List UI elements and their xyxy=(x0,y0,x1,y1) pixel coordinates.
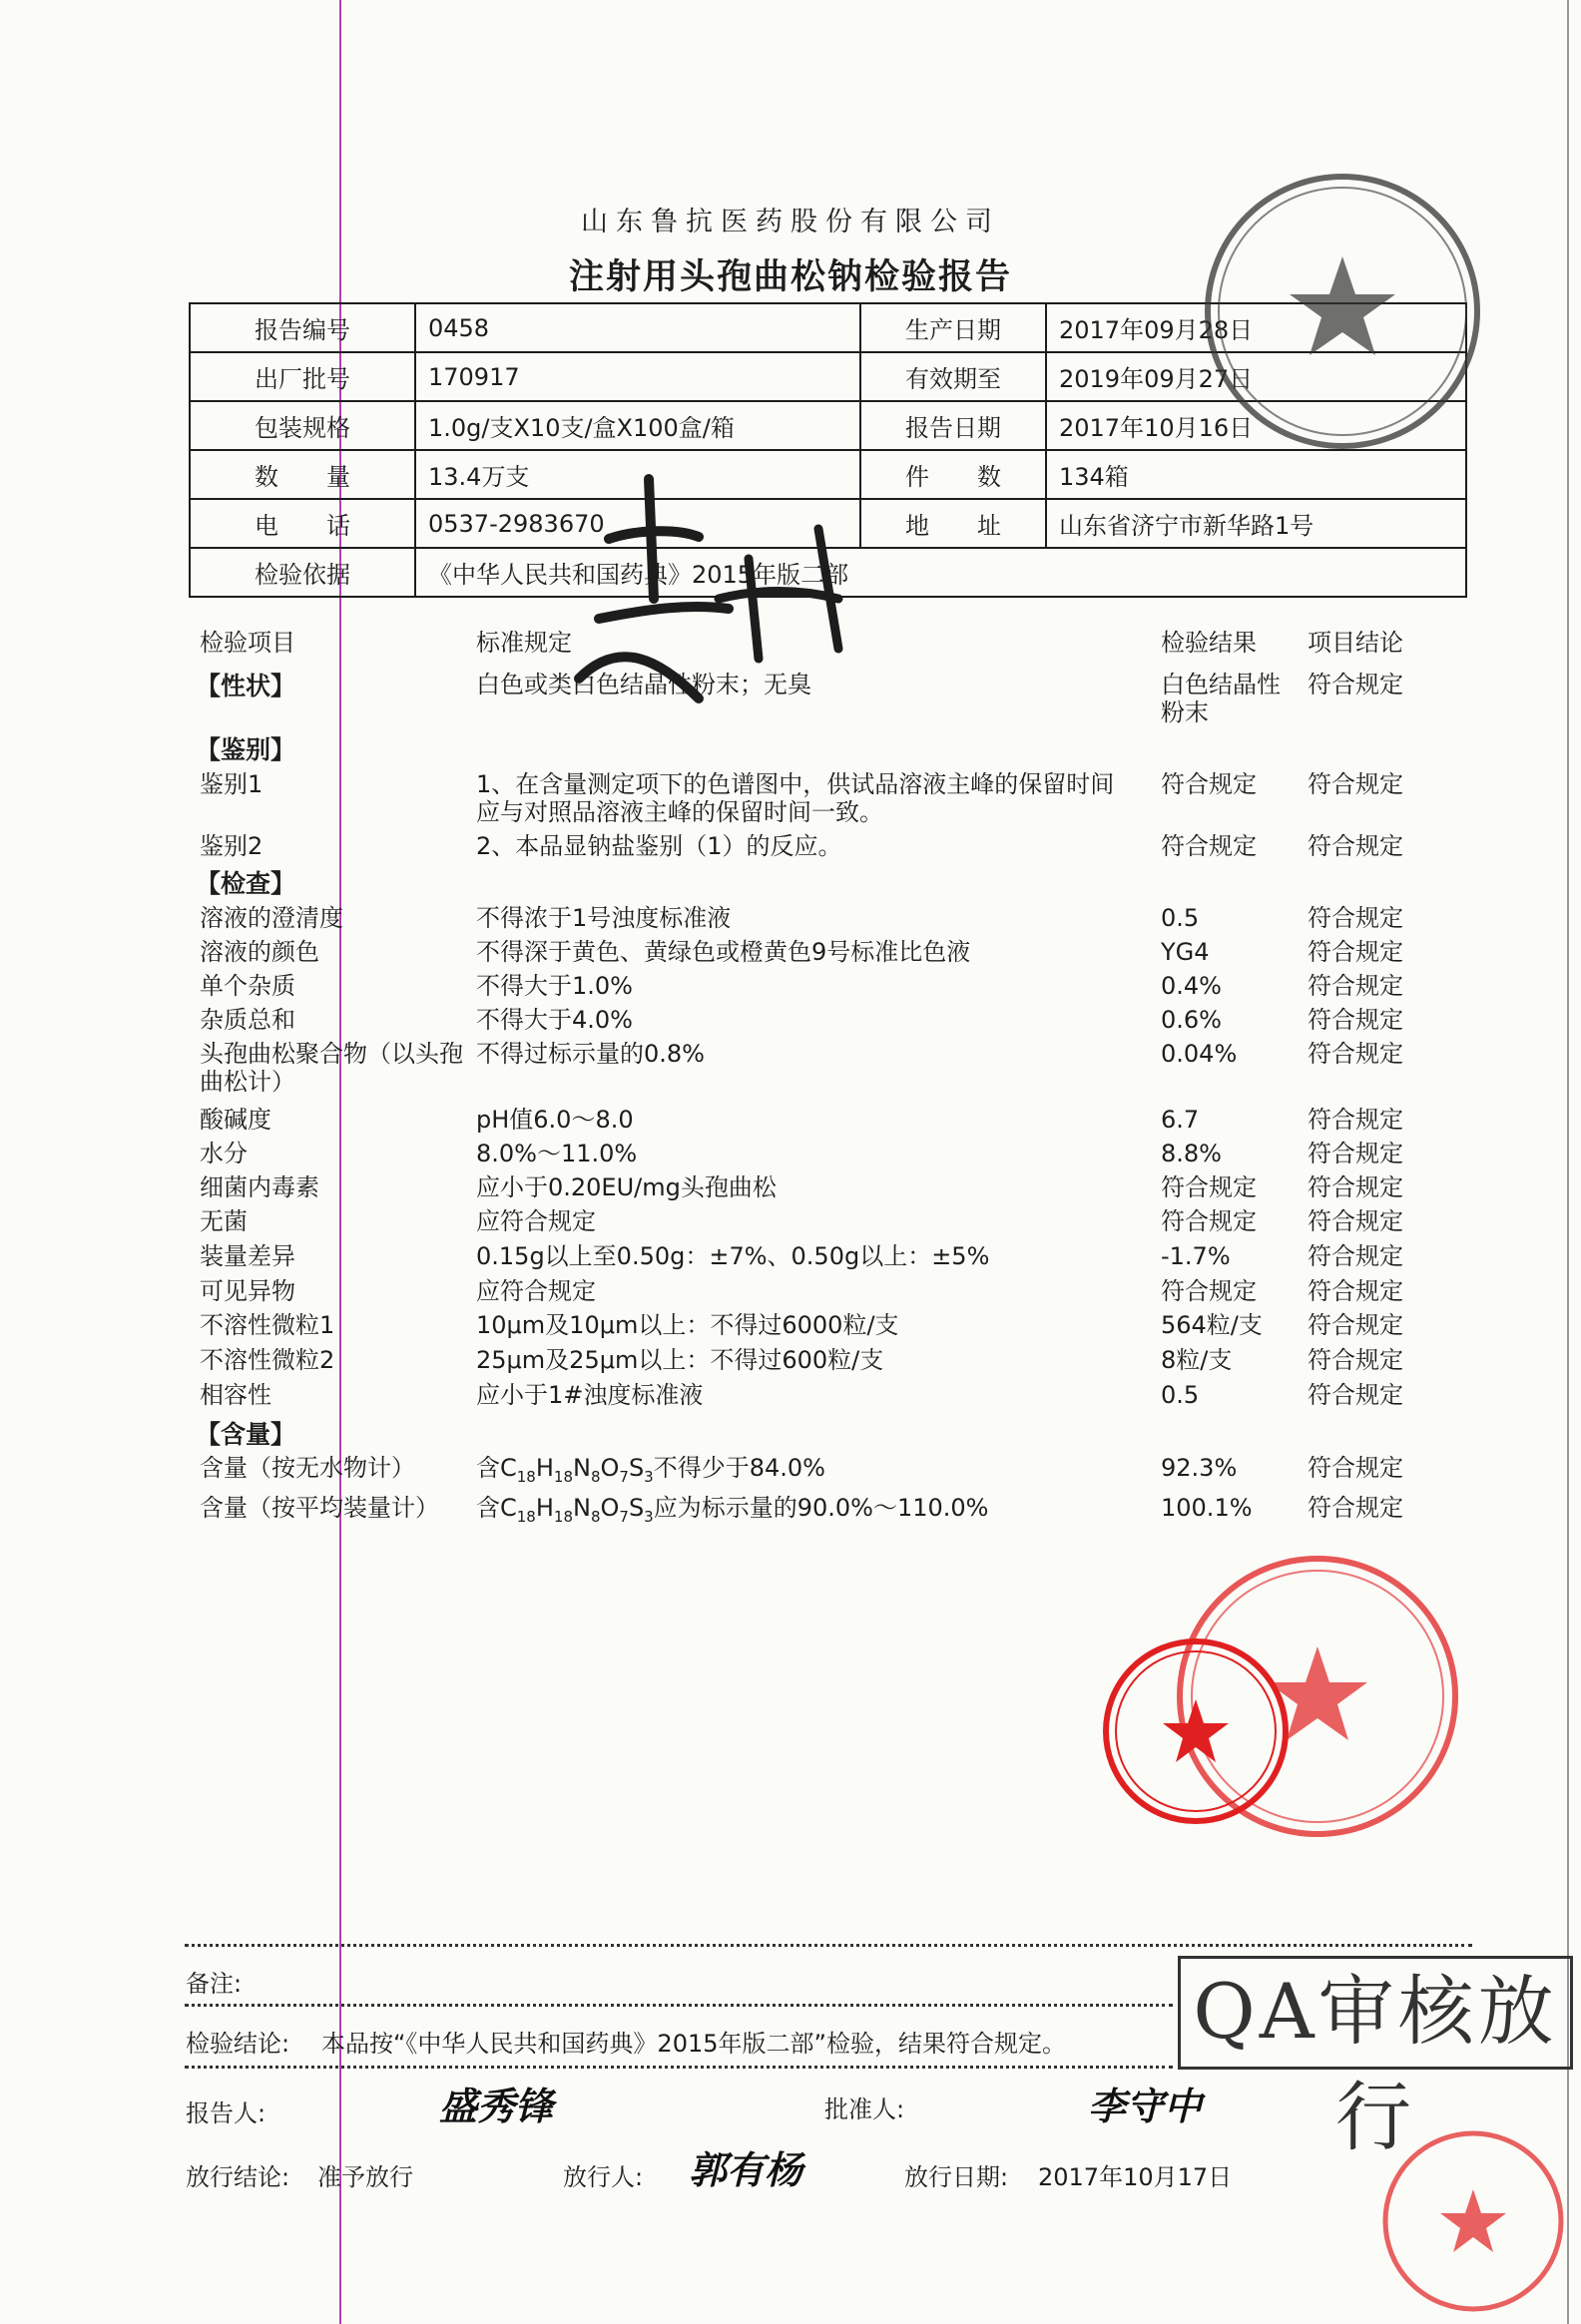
info-value: 0537-2983670 xyxy=(415,499,860,548)
info-label: 有效期至 xyxy=(860,352,1046,401)
info-label: 包装规格 xyxy=(190,401,415,450)
item-text: 含量（按平均装量计） xyxy=(200,1494,439,1522)
conclusion-text: 符合规定 xyxy=(1308,1311,1403,1339)
company-seal-stamp xyxy=(1193,162,1492,461)
section-assay: 【含量】 xyxy=(196,1420,296,1449)
standard-text: pH值6.0～8.0 xyxy=(476,1106,634,1134)
reporter-signature: 盛秀锋 xyxy=(439,2084,554,2128)
result-text: 0.6% xyxy=(1161,1006,1222,1034)
info-label: 件 数 xyxy=(860,450,1046,499)
result-text: 符合规定 xyxy=(1161,832,1257,860)
result-text: 符合规定 xyxy=(1161,1277,1257,1305)
std-prefix: 含 xyxy=(476,1454,500,1482)
item-text: 不溶性微粒1 xyxy=(200,1311,335,1339)
standard-text: 10μm及10μm以上：不得过6000粒/支 xyxy=(476,1311,899,1339)
info-label: 地 址 xyxy=(860,499,1046,548)
item-text: 酸碱度 xyxy=(200,1106,271,1134)
item-text: 杂质总和 xyxy=(200,1006,295,1034)
formula: $C_{18}H_{18}N_8O_7S_3$ xyxy=(500,1494,654,1526)
conclusion-text: 符合规定 xyxy=(1308,1207,1403,1235)
col-conclusion: 项目结论 xyxy=(1308,629,1403,657)
conclusion-text: 符合规定 xyxy=(1308,1346,1403,1374)
standard-text: 1、在含量测定项下的色谱图中，供试品溶液主峰的保留时间应与对照品溶液主峰的保留时间一致。 xyxy=(476,770,1115,826)
item-text: 无菌 xyxy=(200,1207,248,1235)
section-identification: 【鉴别】 xyxy=(196,735,296,764)
company-name: 山东鲁抗医药股份有限公司 xyxy=(581,207,1000,237)
standard-text: 25μm及25μm以上：不得过600粒/支 xyxy=(476,1346,884,1374)
conclusion-text: 符合规定 xyxy=(1308,832,1403,860)
result-text: -1.7% xyxy=(1161,1242,1231,1270)
red-seal-front xyxy=(1096,1631,1296,1831)
result-text: 0.5 xyxy=(1161,904,1200,932)
result-text: 符合规定 xyxy=(1161,1173,1257,1201)
report-title: 注射用头孢曲松钠检验报告 xyxy=(568,257,1012,297)
conclusion-text: 符合规定 xyxy=(1308,904,1403,932)
item-text: 溶液的澄清度 xyxy=(200,904,343,932)
standard-text: 应小于0.20EU/mg头孢曲松 xyxy=(476,1173,777,1201)
info-value: 0458 xyxy=(415,303,860,352)
result-text: 8.8% xyxy=(1161,1140,1222,1167)
result-text: 0.5 xyxy=(1161,1381,1200,1409)
conclusion-text: 符合规定 xyxy=(1308,938,1403,966)
item-text: 不溶性微粒2 xyxy=(200,1346,335,1374)
info-label: 报告日期 xyxy=(860,401,1046,450)
item-text: 水分 xyxy=(200,1140,248,1167)
standard-text: 不得过标示量的0.8% xyxy=(476,1040,705,1068)
item-text: 含量（按无水物计） xyxy=(200,1454,415,1482)
reporter-label: 报告人: xyxy=(186,2099,266,2127)
info-value: 13.4万支 xyxy=(415,450,860,499)
item-text: 细菌内毒素 xyxy=(200,1173,319,1201)
result-text: 92.3% xyxy=(1161,1454,1238,1482)
releaser-label: 放行人: xyxy=(563,2163,644,2191)
info-label: 检验依据 xyxy=(190,548,415,597)
standard-text: 不得大于4.0% xyxy=(476,1006,633,1034)
info-label: 出厂批号 xyxy=(190,352,415,401)
info-label: 报告编号 xyxy=(190,303,415,352)
result-text: 6.7 xyxy=(1161,1106,1200,1134)
standard-text: 应符合规定 xyxy=(476,1277,596,1305)
standard-text: 2、本品显钠盐鉴别（1）的反应。 xyxy=(476,832,842,860)
result-text: 0.04% xyxy=(1161,1040,1238,1068)
std-suffix: 应为标示量的90.0%～110.0% xyxy=(653,1494,989,1522)
info-label: 数 量 xyxy=(190,450,415,499)
conclusion-text: 本品按“《中华人民共和国药典》2015年版二部”检验，结果符合规定。 xyxy=(321,2030,1066,2058)
conclusion-text: 符合规定 xyxy=(1308,1277,1403,1305)
result-text: 0.4% xyxy=(1161,972,1222,1000)
qa-release-stamp: QA审核放行 xyxy=(1178,1956,1573,2070)
release-label: 放行结论: xyxy=(186,2163,290,2191)
col-standard: 标准规定 xyxy=(476,629,572,657)
standard-text: 不得浓于1号浊度标准液 xyxy=(476,904,732,932)
section-tests: 【检查】 xyxy=(196,869,296,898)
std-suffix: 不得少于84.0% xyxy=(653,1454,825,1482)
conclusion-text: 符合规定 xyxy=(1308,1381,1403,1409)
handwritten-mark xyxy=(539,469,868,728)
dotted-divider xyxy=(185,2066,1173,2069)
result-text: 100.1% xyxy=(1161,1494,1253,1522)
info-value: 170917 xyxy=(415,352,860,401)
result-text: 符合规定 xyxy=(1161,1207,1257,1235)
standard-text: 应符合规定 xyxy=(476,1207,596,1235)
info-value: 山东省济宁市新华路1号 xyxy=(1046,499,1466,548)
conclusion-text: 符合规定 xyxy=(1308,1106,1403,1134)
item-text: 头孢曲松聚合物（以头孢曲松计） xyxy=(200,1040,463,1096)
small-red-seal xyxy=(1375,2123,1571,2319)
dotted-divider xyxy=(185,1944,1472,1947)
item-text: 鉴别2 xyxy=(200,832,264,860)
info-value: 2017年10月16日 xyxy=(1046,401,1466,450)
info-label: 生产日期 xyxy=(860,303,1046,352)
item-text: 鉴别1 xyxy=(200,770,264,798)
approver-signature: 李守中 xyxy=(1088,2084,1203,2128)
release-value: 准予放行 xyxy=(317,2163,413,2191)
item-text: 可见异物 xyxy=(200,1277,295,1305)
col-item: 检验项目 xyxy=(200,629,295,657)
result-text: YG4 xyxy=(1161,938,1210,966)
info-value: 134箱 xyxy=(1046,450,1466,499)
conclusion-text: 符合规定 xyxy=(1308,1006,1403,1034)
formula: $C_{18}H_{18}N_8O_7S_3$ xyxy=(500,1454,654,1486)
standard-text xyxy=(476,1454,1135,1491)
section-appearance: 【性状】 xyxy=(196,672,296,700)
conclusion-label: 检验结论: xyxy=(186,2030,290,2058)
release-date: 2017年10月17日 xyxy=(1038,2163,1233,2191)
conclusion-text: 符合规定 xyxy=(1308,1242,1403,1270)
standard-text: 白色或类白色结晶性粉末；无臭 xyxy=(476,671,811,698)
result-text: 8粒/支 xyxy=(1161,1346,1233,1374)
info-value: 《中华人民共和国药典》2015年版二部 xyxy=(415,548,1466,597)
info-value: 2019年09月27日 xyxy=(1046,352,1466,401)
conclusion-text: 符合规定 xyxy=(1308,1494,1403,1522)
item-text: 相容性 xyxy=(200,1381,271,1409)
conclusion-text: 符合规定 xyxy=(1308,671,1403,698)
info-value: 1.0g/支X10支/盒X100盒/箱 xyxy=(415,401,860,450)
standard-text: 0.15g以上至0.50g：±7%、0.50g以上：±5% xyxy=(476,1242,990,1270)
dotted-divider xyxy=(185,2004,1173,2007)
conclusion-text: 符合规定 xyxy=(1308,770,1403,798)
standard-text: 不得大于1.0% xyxy=(476,972,633,1000)
info-label: 电 话 xyxy=(190,499,415,548)
standard-text: 不得深于黄色、黄绿色或橙黄色9号标准比色液 xyxy=(476,938,971,966)
remark-label: 备注: xyxy=(186,1970,243,1998)
release-date-label: 放行日期: xyxy=(904,2163,1009,2191)
standard-text: 应小于1#浊度标准液 xyxy=(476,1381,704,1409)
item-text: 单个杂质 xyxy=(200,972,295,1000)
col-result: 检验结果 xyxy=(1161,629,1257,657)
conclusion-text: 符合规定 xyxy=(1308,1040,1403,1068)
standard-text: 8.0%～11.0% xyxy=(476,1140,638,1167)
result-text: 564粒/支 xyxy=(1161,1311,1263,1339)
item-text: 溶液的颜色 xyxy=(200,938,319,966)
conclusion-text: 符合规定 xyxy=(1308,1173,1403,1201)
info-value: 2017年09月28日 xyxy=(1046,303,1466,352)
approver-label: 批准人: xyxy=(824,2095,905,2123)
conclusion-text: 符合规定 xyxy=(1308,1454,1403,1482)
result-text: 白色结晶性粉末 xyxy=(1161,671,1281,726)
conclusion-text: 符合规定 xyxy=(1308,972,1403,1000)
result-text: 符合规定 xyxy=(1161,770,1257,798)
standard-text xyxy=(476,1494,1135,1531)
item-text: 装量差异 xyxy=(200,1242,295,1270)
conclusion-text: 符合规定 xyxy=(1308,1140,1403,1167)
std-prefix: 含 xyxy=(476,1494,500,1522)
releaser-signature: 郭有杨 xyxy=(689,2147,803,2192)
